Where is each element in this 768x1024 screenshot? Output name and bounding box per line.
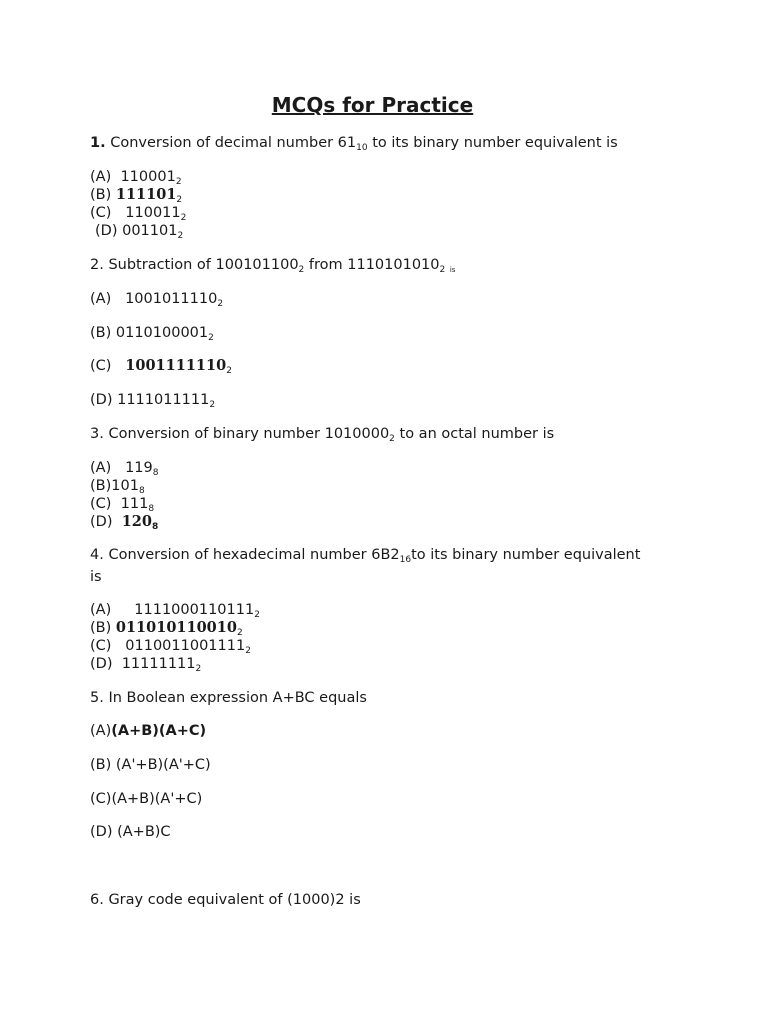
question-4-option-d: (D) $11111111_2$ <box>90 656 202 674</box>
question-5-option-d: (D) (A+B)C <box>90 824 171 840</box>
question-3-option-a: (A) $119_8$ <box>90 460 159 478</box>
question-1-number: 1. <box>90 135 106 151</box>
question-2-stem: 2. Subtraction of $100101100_2$ from $1110101010_2$ $_{is}$ <box>90 257 456 275</box>
question-1-option-d: (D) $001101_2$ <box>95 223 184 241</box>
question-2-option-d: (D) $1111011111_2$ <box>90 392 216 410</box>
question-6-stem: 6. Gray code equivalent of (1000)2 is <box>90 892 361 908</box>
question-5-option-c: (C)(A+B)(A'+C) <box>90 791 203 807</box>
question-4-option-c: (C) $0110011001111_2$ <box>90 638 251 656</box>
question-5-option-a: (A)(A+B)(A+C) <box>90 723 207 739</box>
question-1-stem: 1. Conversion of decimal number $61_{10}$ to its binary number equivalent is <box>90 135 618 153</box>
question-1-option-a: (A) $110001_2$ <box>90 169 182 187</box>
question-4-stem-continued: is <box>90 569 102 585</box>
question-4-option-b: (B) $011010110010_2$ <box>90 619 243 638</box>
question-1-option-b: (B) $111101_2$ <box>90 186 183 205</box>
question-4-option-a: (A) $1111000110111_2$ <box>90 602 260 620</box>
question-3-stem: 3. Conversion of binary number $1010000_2$ to an octal number is <box>90 426 555 444</box>
question-5-option-b: (B) (A'+B)(A'+C) <box>90 757 211 773</box>
question-4-stem: 4. Conversion of hexadecimal number $6B2_{16}to$ its binary number equivalent <box>90 547 641 565</box>
question-1-option-c: (C) $110011_2$ <box>90 205 187 223</box>
question-3-option-b: $(B)101_8$ <box>90 478 145 496</box>
question-3-option-c: (C) $111_8$ <box>90 496 155 514</box>
question-2-option-b: (B) $0110100001_2$ <box>90 325 214 343</box>
page-title: MCQs for Practice <box>271 93 474 117</box>
question-2-option-c: (C) $1001111110_2$ <box>90 357 232 376</box>
question-5-stem: 5. In Boolean expression A+BC equals <box>90 690 367 706</box>
question-2-option-a: (A) $1001011110_2$ <box>90 291 224 309</box>
question-3-option-d: (D) $120_8$ <box>90 513 159 532</box>
